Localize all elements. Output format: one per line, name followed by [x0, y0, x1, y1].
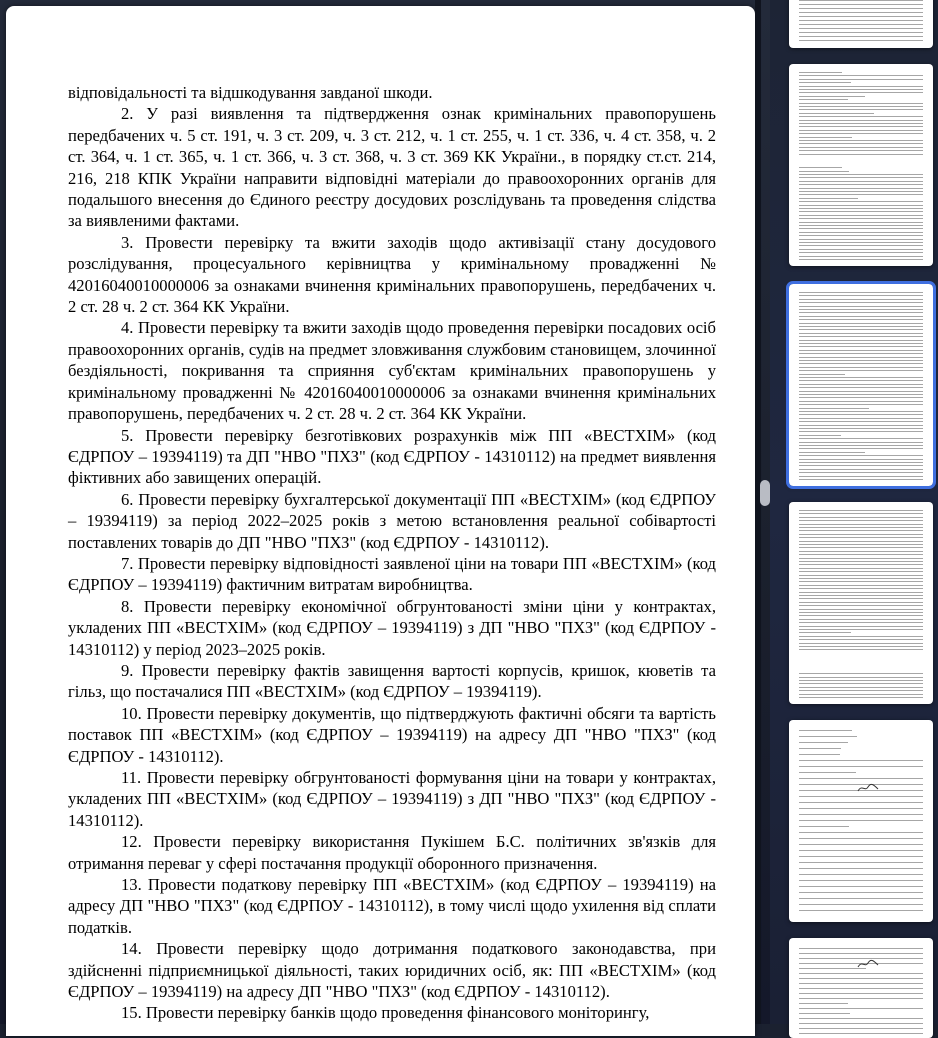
- thumbnail-text-line: [799, 188, 923, 189]
- thumbnail-text-line: [799, 1018, 923, 1019]
- thumbnail-text-line: [799, 568, 923, 569]
- thumbnail-text-line: [799, 174, 923, 175]
- thumbnail-sidebar[interactable]: [770, 0, 938, 1024]
- page-thumbnail-5[interactable]: [789, 720, 933, 922]
- thumbnail-text-line: [799, 581, 923, 582]
- thumbnail-text-line: [799, 171, 849, 172]
- thumbnail-text-line: [799, 126, 923, 127]
- paragraph-item-11: 11. Провести перевірку обгрунтованості формування ціни на товари у контрактах, укладених ПП «ВЕСТХІМ» (код ЄДРПОУ – 19394119) з ДП "НВО "ПХЗ" (код ЄДРПОУ - 14310112).: [68, 768, 716, 830]
- thumbnail-text-line: [799, 431, 923, 432]
- resize-handle[interactable]: [760, 480, 770, 506]
- thumbnail-text-line: [799, 75, 923, 76]
- thumbnail-text-line: [799, 360, 923, 361]
- thumbnail-text-line: [799, 140, 923, 141]
- thumbnail-text-line: [799, 615, 923, 616]
- thumbnail-text-line: [799, 1028, 923, 1029]
- thumbnail-text-line: [799, 595, 923, 596]
- thumbnail-text-line: [799, 892, 923, 893]
- thumbnail-text-line: [799, 228, 923, 229]
- thumbnail-text-line: [799, 510, 923, 511]
- thumbnail-text-line: [799, 167, 842, 168]
- thumbnail-text-line: [799, 609, 923, 610]
- paragraph-item-4: 4. Провести перевірку та вжити заходів щодо проведення перевірки посадових осіб правоохоронних органів, судів на предмет зловживання службовим становищем, злочинної бездіяльності, покривання та сприяння суб'єктам кримінальних правопорушень у кримінальному провадженні № 42016040010000006 за ознаками вчинення кримінальних правопорушень, передбачених ч. 2 ст. 28 ч. 2 ст. 364 КК України.: [68, 318, 716, 424]
- thumbnail-text-line: [799, 215, 923, 216]
- thumbnail-text-line: [799, 730, 852, 731]
- thumbnail-text-line: [799, 143, 923, 144]
- thumbnail-text-line: [799, 748, 841, 749]
- paragraph-item-10: 10. Провести перевірку документів, що підтверджують фактичні обсяги та вартість поставок ПП «ВЕСТХІМ» (код ЄДРПОУ – 19394119) на адресу ДП "НВО "ПХЗ" (код ЄДРПОУ - 14310112).: [68, 703, 716, 766]
- thumbnail-text-line: [799, 537, 923, 538]
- thumbnail-text-line: [799, 32, 923, 33]
- thumbnail-text-line: [799, 527, 923, 528]
- thumbnail-text-line: [799, 350, 923, 351]
- thumbnail-text-line: [799, 838, 923, 839]
- thumbnail-text-line: [799, 476, 923, 477]
- paragraph-item-14: 14. Провести перевірку щодо дотримання податкового законодавства, при здійсненні підприємницької діяльності, таких юридичних осіб, як: ПП «ВЕСТХІМ» (код ЄДРПОУ – 19394119) на адресу ДП "НВО "ПХЗ" (код ЄДРПОУ - 14310112).: [68, 939, 716, 1002]
- thumbnail-text-line: [799, 585, 923, 586]
- thumbnail-text-line: [799, 530, 923, 531]
- thumbnail-text-line: [799, 86, 923, 87]
- thumbnail-text-line: [799, 205, 923, 206]
- thumbnail-text-line: [799, 649, 923, 650]
- paragraph-item-12: 12. Провести перевірку використання Пукішем Б.С. політичних зв'язків для отримання переваг у сфері постачання продукції оборонного призначення.: [68, 832, 716, 873]
- page-thumbnail-4[interactable]: [789, 502, 933, 704]
- thumbnail-text-line: [799, 802, 923, 803]
- paragraph-item-6: 6. Провести перевірку бухгалтерської документації ПП «ВЕСТХІМ» (код ЄДРПОУ – 19394119) за період 2022–2025 років з метою встановлення реальної собівартості поставлених товарів до ДП "НВО "ПХЗ" (код ЄДРПОУ - 14310112).: [68, 489, 716, 552]
- page-thumbnail-3[interactable]: [789, 284, 933, 486]
- paragraph-continued: відповідальності та відшкодування завданої шкоди.: [68, 83, 433, 102]
- thumbnail-text-line: [799, 998, 923, 999]
- thumbnail-text-line: [799, 72, 842, 73]
- thumbnail-text-line: [799, 646, 923, 647]
- thumbnail-text-line: [799, 397, 923, 398]
- thumbnail-text-line: [799, 690, 923, 691]
- thumbnail-text-line: [799, 742, 848, 743]
- thumbnail-text-line: [799, 36, 923, 37]
- thumbnail-text-line: [799, 862, 923, 863]
- thumbnail-text-line: [799, 551, 923, 552]
- thumbnail-text-line: [799, 408, 869, 409]
- thumbnail-text-line: [799, 588, 923, 589]
- thumbnail-text-line: [799, 517, 923, 518]
- paragraph-item-9: 9. Провести перевірку фактів завищення вартості корпусів, кришок, кюветів та гільз, що постачалися ПП «ВЕСТХІМ» (код ЄДРПОУ – 19394119).: [68, 660, 716, 702]
- thumbnail-text-line: [799, 242, 923, 243]
- thumbnail-text-line: [799, 374, 845, 375]
- thumbnail-text-line: [799, 133, 923, 134]
- thumbnail-text-line: [799, 632, 851, 633]
- thumbnail-text-line: [799, 736, 857, 737]
- thumbnail-text-line: [799, 778, 923, 779]
- thumbnail-text-line: [799, 103, 923, 104]
- thumbnail-text-line: [799, 1033, 923, 1034]
- thumbnail-text-line: [799, 323, 923, 324]
- thumbnail-text-line: [799, 874, 923, 875]
- thumbnail-text-line: [799, 592, 923, 593]
- thumbnail-text-line: [799, 953, 923, 954]
- thumbnail-text-line: [799, 968, 866, 969]
- thumbnail-text-line: [799, 40, 923, 41]
- thumbnail-text-line: [799, 558, 923, 559]
- thumbnail-text-line: [799, 513, 923, 514]
- paragraph-item-7: 7. Провести перевірку відповідності заявленої ціни на товари ПП «ВЕСТХІМ» (код ЄДРПОУ – 19394119) фактичним витратам виробництва.: [68, 553, 716, 595]
- thumbnail-text-line: [799, 626, 923, 627]
- thumbnail-text-line: [799, 99, 848, 100]
- document-page[interactable]: [6, 6, 755, 1036]
- thumbnail-text-line: [799, 445, 923, 446]
- paragraph-item-2: 2. У разі виявлення та підтвердження ознак кримінальних правопорушень передбачених ч. 5 ст. 191, ч. 3 ст. 209, ч. 3 ст. 212, ч. 1 ст. 255, ч. 1 ст. 336, ч. 4 ст. 358, ч. 2 ст. 364, ч. 1 ст. 365, ч. 1 ст. 366, ч. 3 ст. 368, ч. 3 ст. 369 КК України., в порядку ст.ст. 214, 216, 218 КПК України направити відповідні матеріали до правоохоронних органів для подальшого внесення до Єдиного реєстру досудових розслідувань та проведення слідства за виявленими фактами.: [68, 104, 716, 231]
- thumbnail-text-line: [799, 96, 865, 97]
- thumbnail-text-line: [799, 401, 923, 402]
- thumbnail-text-line: [799, 1013, 850, 1014]
- thumbnail-text-line: [799, 394, 923, 395]
- thumbnail-text-line: [799, 222, 923, 223]
- thumbnail-text-line: [799, 694, 923, 695]
- thumbnail-text-line: [799, 554, 923, 555]
- thumbnail-text-line: [799, 643, 923, 644]
- thumbnail-text-line: [799, 673, 923, 674]
- thumbnail-text-line: [799, 856, 923, 857]
- thumbnail-text-line: [799, 367, 923, 368]
- thumbnail-text-line: [799, 28, 923, 29]
- thumbnail-text-line: [799, 547, 923, 548]
- thumbnail-text-line: [799, 598, 923, 599]
- thumbnail-text-line: [799, 89, 923, 90]
- thumbnail-text-line: [799, 24, 923, 25]
- thumbnail-text-line: [799, 772, 856, 773]
- thumbnail-text-line: [799, 201, 923, 202]
- thumbnail-text-line: [799, 232, 923, 233]
- thumbnail-text-line: [799, 639, 923, 640]
- thumbnail-text-line: [799, 868, 923, 869]
- thumbnail-text-line: [799, 796, 923, 797]
- thumbnail-text-line: [799, 414, 923, 415]
- thumbnail-text-line: [799, 346, 923, 347]
- panel-divider[interactable]: [755, 0, 761, 1024]
- thumbnail-text-line: [799, 612, 923, 613]
- thumbnail-text-line: [799, 377, 923, 378]
- thumbnail-text-line: [799, 438, 923, 439]
- thumbnail-text-line: [799, 239, 923, 240]
- thumbnail-text-line: [799, 16, 923, 17]
- thumbnail-text-line: [799, 629, 923, 630]
- thumbnail-text-line: [799, 880, 923, 881]
- thumbnail-text-line: [799, 578, 923, 579]
- thumbnail-text-line: [799, 534, 923, 535]
- thumbnail-text-line: [799, 109, 923, 110]
- thumbnail-text-line: [799, 459, 923, 460]
- thumbnail-text-line: [799, 1003, 848, 1004]
- thumbnail-text-line: [799, 302, 923, 303]
- thumbnail-text-line: [799, 575, 923, 576]
- thumbnail-text-line: [799, 993, 923, 994]
- thumbnail-text-line: [799, 619, 923, 620]
- thumbnail-text-line: [799, 602, 923, 603]
- thumbnail-text-line: [799, 92, 923, 93]
- thumbnail-text-line: [799, 384, 923, 385]
- signature-mark: [857, 780, 879, 790]
- thumbnail-text-line: [799, 194, 923, 195]
- thumbnail-text-line: [799, 677, 923, 678]
- thumbnail-text-line: [799, 687, 923, 688]
- page-thumbnail-2[interactable]: [789, 64, 933, 266]
- thumbnail-text-line: [799, 904, 923, 905]
- thumbnail-text-line: [799, 973, 923, 974]
- thumbnail-text-line: [799, 340, 923, 341]
- thumbnail-text-line: [799, 571, 923, 572]
- thumbnail-text-line: [799, 20, 923, 21]
- thumbnail-text-line: [799, 123, 923, 124]
- thumbnail-text-line: [799, 524, 923, 525]
- thumbnail-text-line: [799, 683, 923, 684]
- page-body: [68, 82, 716, 1024]
- thumbnail-text-line: [799, 808, 923, 809]
- thumbnail-text-line: [799, 680, 923, 681]
- thumbnail-text-line: [799, 225, 923, 226]
- thumbnail-text-line: [799, 326, 923, 327]
- thumbnail-text-line: [799, 8, 923, 9]
- thumbnail-text-line: [799, 113, 874, 114]
- thumbnail-text-line: [799, 479, 923, 480]
- thumbnail-text-line: [799, 306, 923, 307]
- thumbnail-text-line: [799, 636, 923, 637]
- thumbnail-text-line: [799, 448, 923, 449]
- thumbnail-text-line: [799, 120, 923, 121]
- thumbnail-text-line: [799, 988, 923, 989]
- thumbnail-text-line: [799, 218, 923, 219]
- thumbnail-text-line: [799, 343, 923, 344]
- thumbnail-text-line: [799, 295, 923, 296]
- thumbnail-text-line: [799, 754, 840, 755]
- thumbnail-text-line: [799, 541, 923, 542]
- thumbnail-text-line: [799, 544, 923, 545]
- thumbnail-text-line: [799, 252, 923, 253]
- thumbnail-text-line: [799, 309, 923, 310]
- thumbnail-text-line: [799, 910, 923, 911]
- thumbnail-text-line: [799, 564, 923, 565]
- thumbnail-text-line: [799, 12, 923, 13]
- thumbnail-text-line: [799, 850, 923, 851]
- thumbnail-text-line: [799, 211, 923, 212]
- thumbnail-text-line: [799, 4, 923, 5]
- thumbnail-text-line: [799, 259, 923, 260]
- thumbnail-text-line: [799, 363, 923, 364]
- thumbnail-text-line: [799, 462, 923, 463]
- thumbnail-text-line: [799, 472, 923, 473]
- thumbnail-text-line: [799, 370, 923, 371]
- thumbnail-text-line: [799, 442, 923, 443]
- thumbnail-text-line: [799, 425, 923, 426]
- thumbnail-text-line: [799, 404, 923, 405]
- thumbnail-text-line: [799, 150, 923, 151]
- thumbnail-text-line: [799, 452, 865, 453]
- thumbnail-text-line: [799, 697, 923, 698]
- thumbnail-text-line: [799, 208, 923, 209]
- thumbnail-text-line: [799, 235, 923, 236]
- thumbnail-text-line: [799, 622, 923, 623]
- thumbnail-text-line: [799, 154, 923, 155]
- thumbnail-text-line: [799, 316, 923, 317]
- thumbnail-text-line: [799, 147, 923, 148]
- thumbnail-text-line: [799, 428, 923, 429]
- thumbnail-text-line: [799, 116, 923, 117]
- thumbnail-text-line: [799, 978, 923, 979]
- thumbnail-text-line: [799, 387, 923, 388]
- thumbnail-text-line: [799, 820, 923, 821]
- thumbnail-text-line: [799, 832, 923, 833]
- thumbnail-text-line: [799, 184, 923, 185]
- thumbnail-text-line: [799, 411, 923, 412]
- paragraph-item-5: 5. Провести перевірку безготівкових розрахунків між ПП «ВЕСТХІМ» (код ЄДРПОУ – 19394119) та ДП "НВО "ПХЗ" (код ЄДРПОУ - 14310112) на предмет виявлення фіктивних або завищених операцій.: [68, 425, 716, 488]
- paragraph-item-8: 8. Провести перевірку економічної обгрунтованості зміни ціни у контрактах, укладених ПП «ВЕСТХІМ» (код ЄДРПОУ – 19394119) з ДП "НВО "ПХЗ" (код ЄДРПОУ - 14310112) у період 2023–2025 років.: [68, 596, 716, 659]
- thumbnail-text-line: [799, 844, 923, 845]
- signature-mark: [857, 956, 879, 966]
- thumbnail-text-line: [799, 198, 858, 199]
- thumbnail-text-line: [799, 181, 923, 182]
- thumbnail-text-line: [799, 465, 923, 466]
- thumbnail-text-line: [799, 814, 923, 815]
- thumbnail-text-line: [799, 353, 923, 354]
- thumbnail-text-line: [799, 249, 923, 250]
- thumbnail-text-line: [799, 319, 923, 320]
- thumbnail-text-line: [799, 333, 923, 334]
- thumbnail-text-line: [799, 380, 923, 381]
- thumbnail-text-line: [799, 292, 923, 293]
- thumbnail-text-line: [799, 79, 923, 80]
- thumbnail-text-line: [799, 418, 923, 419]
- thumbnail-text-line: [799, 299, 923, 300]
- thumbnail-text-line: [799, 312, 923, 313]
- thumbnail-text-line: [799, 826, 849, 827]
- paragraph-item-3: 3. Провести перевірку та вжити заходів щодо активізації стану досудового розслідування, процесуального керівництва у кримінальному провадженні № 42016040010000006 за ознаками вчинення кримінальних правопорушень, передбачених ч. 2 ст. 28 ч. 2 ст. 364 КК України.: [68, 232, 716, 317]
- page-thumbnail-1[interactable]: [789, 0, 933, 48]
- thumbnail-text-line: [799, 177, 923, 178]
- thumbnail-text-line: [799, 886, 923, 887]
- thumbnail-text-line: [799, 82, 851, 83]
- paragraph-item-13: 13. Провести податкову перевірку ПП «ВЕСТХІМ» (код ЄДРПОУ – 19394119) на адресу ДП "НВО "ПХЗ" (код ЄДРПОУ - 14310112), в тому числі щодо ухилення від сплати податків.: [68, 875, 716, 937]
- thumbnail-text-line: [799, 137, 852, 138]
- thumbnail-text-line: [799, 605, 923, 606]
- thumbnail-text-line: [799, 256, 923, 257]
- paragraph-item-15: 15. Провести перевірку банків щодо проведення фінансового моніторингу,: [121, 1003, 650, 1023]
- thumbnail-text-line: [799, 760, 923, 761]
- thumbnail-text-line: [799, 435, 841, 436]
- thumbnail-text-line: [799, 898, 923, 899]
- thumbnail-text-line: [799, 391, 923, 392]
- thumbnail-text-line: [799, 1008, 923, 1009]
- thumbnail-text-line: [799, 948, 923, 949]
- thumbnail-text-line: [799, 469, 923, 470]
- thumbnail-text-line: [799, 357, 923, 358]
- thumbnail-text-line: [799, 130, 923, 131]
- thumbnail-text-line: [799, 0, 923, 1]
- thumbnail-text-line: [799, 561, 923, 562]
- thumbnail-text-line: [799, 336, 923, 337]
- thumbnail-text-line: [799, 106, 923, 107]
- page-thumbnail-6[interactable]: [789, 938, 933, 1038]
- thumbnail-text-line: [799, 455, 923, 456]
- thumbnail-text-line: [799, 329, 923, 330]
- thumbnail-text-line: [799, 421, 923, 422]
- thumbnail-text-line: [799, 983, 923, 984]
- thumbnail-text-line: [799, 520, 923, 521]
- thumbnail-text-line: [799, 766, 923, 767]
- thumbnail-text-line: [799, 245, 923, 246]
- thumbnail-text-line: [799, 191, 923, 192]
